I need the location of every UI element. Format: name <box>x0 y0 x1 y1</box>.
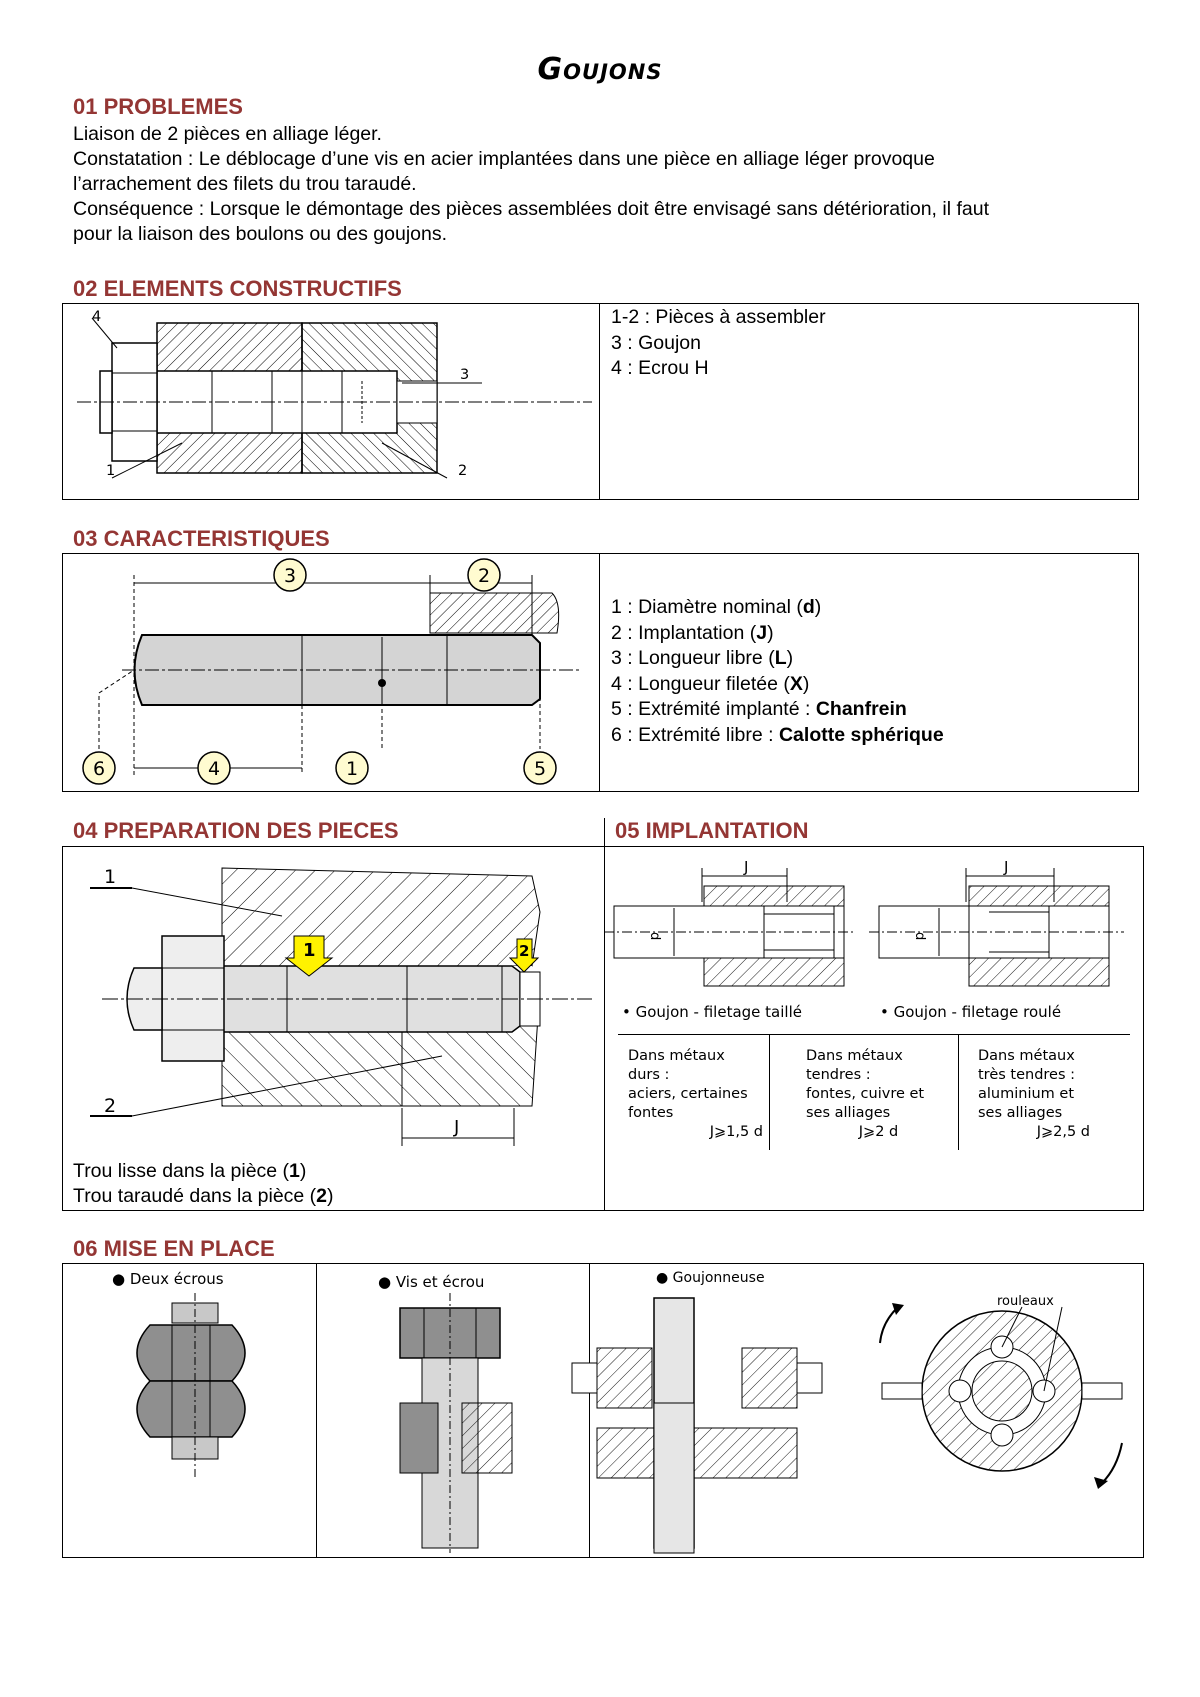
s04-preparation-drawing <box>62 846 604 1166</box>
s04-note-1: Trou lisse dans la pièce (1) <box>73 1160 307 1182</box>
s01-line-2: Constatation : Le déblocage d’une vis en acier implantées dans une pièce en alliage léger provoque <box>73 148 935 170</box>
s06-goujonneuse-drawing <box>572 1294 1122 1553</box>
s02-legend <box>611 305 826 382</box>
s05-value-tendres: J⩾2 d <box>858 1124 899 1140</box>
s03-legend <box>611 595 944 748</box>
s02-label-3: 3 <box>460 367 470 383</box>
s03-legend-2: 2 : Implantation (J) <box>611 621 774 644</box>
s04-label-1: 1 <box>104 866 117 888</box>
s03-legend-1: 1 : Diamètre nominal (d) <box>611 596 822 618</box>
s03-stud-drawing <box>62 553 599 792</box>
s02-legend-2: 3 : Goujon <box>611 331 701 354</box>
page-title: Goujons <box>537 52 663 87</box>
s05-j-left: J <box>744 858 749 876</box>
s03-callout-6: 6 <box>92 758 106 780</box>
s01-line-5: pour la liaison des boulons ou des goujons. <box>73 223 448 245</box>
section-02-heading: 02 ELEMENTS CONSTRUCTIFS <box>73 276 402 301</box>
s02-assembly-drawing <box>62 303 599 500</box>
s05-value-durs: J⩾1,5 d <box>709 1124 763 1140</box>
s06-two-nuts-drawing <box>137 1293 245 1478</box>
s03-legend-5: 5 : Extrémité implanté : Chanfrein <box>611 698 907 720</box>
s03-callout-4: 4 <box>207 758 221 780</box>
s01-line-3: l’arrachement des filets du trou taraudé. <box>73 173 417 195</box>
section-05-heading: 05 IMPLANTATION <box>615 818 809 843</box>
s02-label-4: 4 <box>92 309 102 325</box>
s05-stud-rolled <box>869 858 1124 986</box>
s05-implantation-drawing <box>604 846 1144 1016</box>
s04-label-2: 2 <box>104 1095 117 1117</box>
s04-notes <box>73 1159 334 1209</box>
s05-col-durs: Dans métaux durs : aciers, certaines fontes J⩾1,5 d <box>628 1048 763 1140</box>
s05-col-tendres: Dans métaux tendres : fontes, cuivre et ses alliages J⩾2 d <box>806 1047 951 1142</box>
section-01-heading: 01 PROBLEMES <box>73 94 243 119</box>
s05-d-right: d <box>912 932 927 941</box>
s02-label-2: 2 <box>458 463 468 479</box>
s06-item-vis-ecrou: ● Vis et écrou <box>378 1273 485 1291</box>
s04-label-j: J <box>454 1117 460 1138</box>
s04-arrow-1-label: 1 <box>303 940 316 961</box>
s03-callout-1: 1 <box>345 758 359 780</box>
s06-item-deux-ecrous: ● Deux écrous <box>112 1270 224 1288</box>
s05-d-left: d <box>647 932 662 941</box>
s03-callout-5: 5 <box>533 758 547 780</box>
s03-legend-6: 6 : Extrémité libre : Calotte sphérique <box>611 723 944 746</box>
s05-value-tres-tendres: J⩾2,5 d <box>1036 1124 1090 1140</box>
s01-line-4: Conséquence : Lorsque le démontage des pièces assemblées doit être envisagé sans détérioration, il faut <box>73 198 989 220</box>
s03-legend-3: 3 : Longueur libre (L) <box>611 647 794 669</box>
section-06-heading: 06 MISE EN PLACE <box>73 1236 275 1261</box>
s06-rouleaux-label: rouleaux <box>997 1294 1054 1309</box>
s05-col-tres-tendres: Dans métaux très tendres : aluminium et ses alliages J⩾2,5 d <box>978 1048 1090 1140</box>
s05-caption-roule: • Goujon - filetage roulé <box>880 1003 1062 1021</box>
s06-drawings <box>62 1263 1144 1558</box>
s06-item-goujonneuse: ● Goujonneuse <box>656 1270 765 1286</box>
section-03-heading: 03 CARACTERISTIQUES <box>73 526 330 551</box>
s05-stud-tailed <box>604 858 854 986</box>
s01-line-1: Liaison de 2 pièces en alliage léger. <box>73 123 382 145</box>
s02-label-1: 1 <box>106 463 116 479</box>
section-04-heading: 04 PREPARATION DES PIECES <box>73 818 399 843</box>
s05-j-right: J <box>1004 858 1009 876</box>
s03-callout-2: 2 <box>477 565 491 587</box>
s04-arrow-2-label: 2 <box>519 942 530 960</box>
s03-callout-3: 3 <box>283 565 297 587</box>
s06-screw-nut-drawing <box>400 1293 512 1553</box>
s05-caption-taille: • Goujon - filetage taillé <box>622 1003 802 1021</box>
s02-legend-1: 1-2 : Pièces à assembler <box>611 306 826 328</box>
s02-legend-3: 4 : Ecrou H <box>611 357 709 379</box>
s03-legend-4: 4 : Longueur filetée (X) <box>611 672 810 695</box>
s04-note-2: Trou taraudé dans la pièce (2) <box>73 1185 334 1207</box>
